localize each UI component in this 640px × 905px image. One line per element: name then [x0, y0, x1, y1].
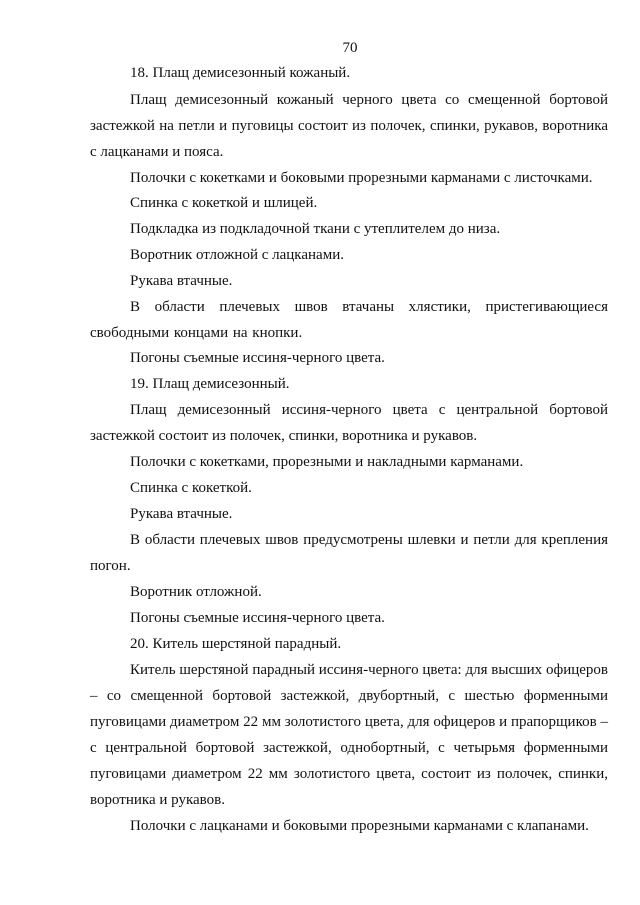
item-heading-19: 19. Плащ демисезонный.: [130, 376, 290, 392]
paragraph: Погоны съемные иссиня-черного цвета.: [130, 350, 385, 366]
paragraph: Рукава втачные.: [130, 273, 233, 289]
paragraph: Воротник отложной.: [130, 584, 262, 600]
paragraph: Полочки с лацканами и боковыми прорезными карманами с клапанами.: [130, 818, 589, 834]
paragraph: В области плечевых швов втачаны хлястики, пристегивающиеся свободными концами на кнопки.: [90, 299, 608, 341]
paragraph: Рукава втачные.: [130, 506, 233, 522]
paragraph: Плащ демисезонный кожаный черного цвета со смещенной бортовой застежкой на петли и пуговицы состоит из полочек, спинки, рукавов, воротника с лацканами и пояса.: [90, 92, 608, 160]
item-heading-18: 18. Плащ демисезонный кожаный.: [130, 65, 351, 81]
paragraph: Спинка с кокеткой.: [130, 480, 252, 496]
paragraph: Воротник отложной с лацканами.: [130, 247, 344, 263]
paragraph: Погоны съемные иссиня-черного цвета.: [130, 610, 385, 626]
paragraph: Китель шерстяной парадный иссиня-черного цвета: для высших офицеров – со смещенной бортовой застежкой, двубортный, с шестью форменными пуговицами диаметром 22 мм золотистого цвета, для офицеров и прапорщиков – с центральной бортовой застежкой, однобортный, с четырьмя форменными пуговицами диаметром 22 мм золотистого цвета, состоит из полочек, спинки, воротника и рукавов.: [90, 662, 608, 808]
paragraph: Спинка с кокеткой и шлицей.: [130, 195, 318, 211]
paragraph: Полочки с кокетками, прорезными и накладными карманами.: [130, 454, 524, 470]
paragraph: Подкладка из подкладочной ткани с утеплителем до низа.: [130, 221, 501, 237]
page-number: 70: [342, 40, 358, 56]
item-heading-20: 20. Китель шерстяной парадный.: [130, 636, 342, 652]
paragraph: Плащ демисезонный иссиня-черного цвета с центральной бортовой застежкой состоит из полочек, спинки, воротника и рукавов.: [90, 402, 608, 444]
paragraph: В области плечевых швов предусмотрены шлевки и петли для крепления погон.: [90, 532, 608, 574]
paragraph: Полочки с кокетками и боковыми прорезными карманами с листочками.: [130, 170, 593, 186]
